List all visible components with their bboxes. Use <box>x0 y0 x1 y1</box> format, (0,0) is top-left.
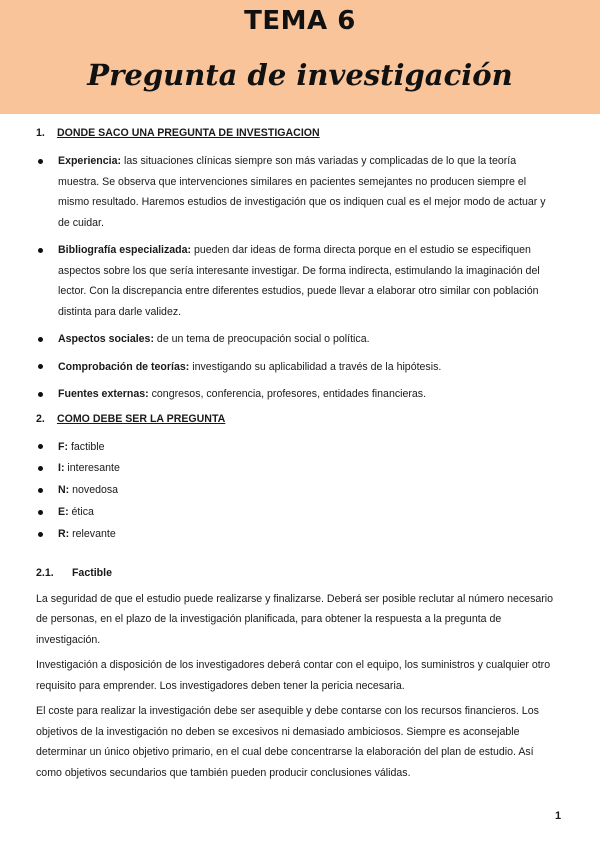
paragraph: El coste para realizar la investigación debe ser asequible y debe contarse con los recursos financieros. Los objetivos de la investigación no deben se excesivos ni demasiado ambiciosos. Siempre es aconsejable determinar un único objetivo primario, en el cual debe concentrarse la elaboración del plan de estudio. Así como objetivos secundarios que también pueden producir conclusiones válidas. <box>36 705 539 779</box>
item-text: factible <box>68 440 105 453</box>
item-term: Comprobación de teorías: <box>58 360 190 373</box>
list-item <box>36 502 556 523</box>
item-term: Fuentes externas: <box>58 388 149 400</box>
page-number: 1 <box>555 810 562 822</box>
page-title: TEMA 6 <box>244 6 356 36</box>
item-letter: N: <box>58 484 70 497</box>
list-item <box>36 524 556 545</box>
item-text: congresos, conferencia, profesores, entidades financieras. <box>148 388 427 400</box>
item-text: novedosa <box>69 484 119 497</box>
list-item <box>36 458 556 479</box>
item-letter: R: <box>58 528 70 541</box>
item-text: investigando su aplicabilidad a través de la hipótesis. <box>189 360 442 373</box>
page-subtitle: Pregunta de investigación <box>87 58 513 92</box>
item-text: de un tema de preocupación social o política. <box>153 333 370 345</box>
list-item <box>36 437 556 458</box>
list-item <box>36 480 556 501</box>
list-item <box>36 357 556 378</box>
item-term: Bibliografía especializada: <box>58 244 192 256</box>
paragraph: Investigación a disposición de los investigadores deberá contar con el equipo, los suministros y cualquier otro requisito para emprender. Los investigadores deben tener la pericia necesaria. <box>36 659 551 692</box>
list-item <box>36 240 556 322</box>
item-letter: F: <box>58 440 68 453</box>
item-text: las situaciones clínicas siempre son más variadas y complicadas de lo que la teoría muestra. Se observa que intervenciones similares en pacientes semejantes no producen siempre el mismo resultado. Haremos estudios de investigación que os indiquen cual es el mejor modo de actuar y de cuidar. <box>58 155 546 229</box>
section-1-heading <box>36 127 556 139</box>
item-letter: E: <box>58 506 69 519</box>
document-body <box>36 127 556 788</box>
list-item <box>36 329 556 350</box>
subsection-number: 2.1. <box>36 566 54 579</box>
header-banner <box>0 0 600 114</box>
list-item <box>36 384 556 405</box>
item-letter: I: <box>58 462 65 475</box>
item-text: interesante <box>64 462 120 475</box>
section-title: COMO DEBE SER LA PREGUNTA <box>56 412 226 425</box>
sources-list <box>36 151 556 405</box>
section-number: 1. <box>36 127 45 139</box>
finer-criteria-list <box>36 437 556 545</box>
item-text: pueden dar ideas de forma directa porque en el estudio se especifiquen aspectos sobre los que sería interesante investigar. De forma indirecta, estimulando la imaginación del lector. Con la discrepancia entre diferentes estudios, puede llevar a elaborar otro similar con población distinta para darle validez. <box>58 244 540 318</box>
section-number: 2. <box>36 412 45 425</box>
paragraph: La seguridad de que el estudio puede realizarse y finalizarse. Deberá ser posible reclutar al número necesario de personas, en el plazo de la investigación planificada, para obtener la respuesta a la pregunta de investigación. <box>36 592 554 646</box>
list-item <box>36 151 556 233</box>
item-text: ética <box>68 506 94 519</box>
subsection-title: Factible <box>71 566 112 579</box>
subsection-2-1-heading <box>36 567 556 579</box>
item-term: Experiencia: <box>58 155 122 167</box>
section-title: DONDE SACO UNA PREGUNTA DE INVESTIGACION <box>56 127 320 139</box>
section-2-heading <box>36 413 556 425</box>
item-term: Aspectos sociales: <box>58 333 154 345</box>
item-text: relevante <box>69 528 116 541</box>
